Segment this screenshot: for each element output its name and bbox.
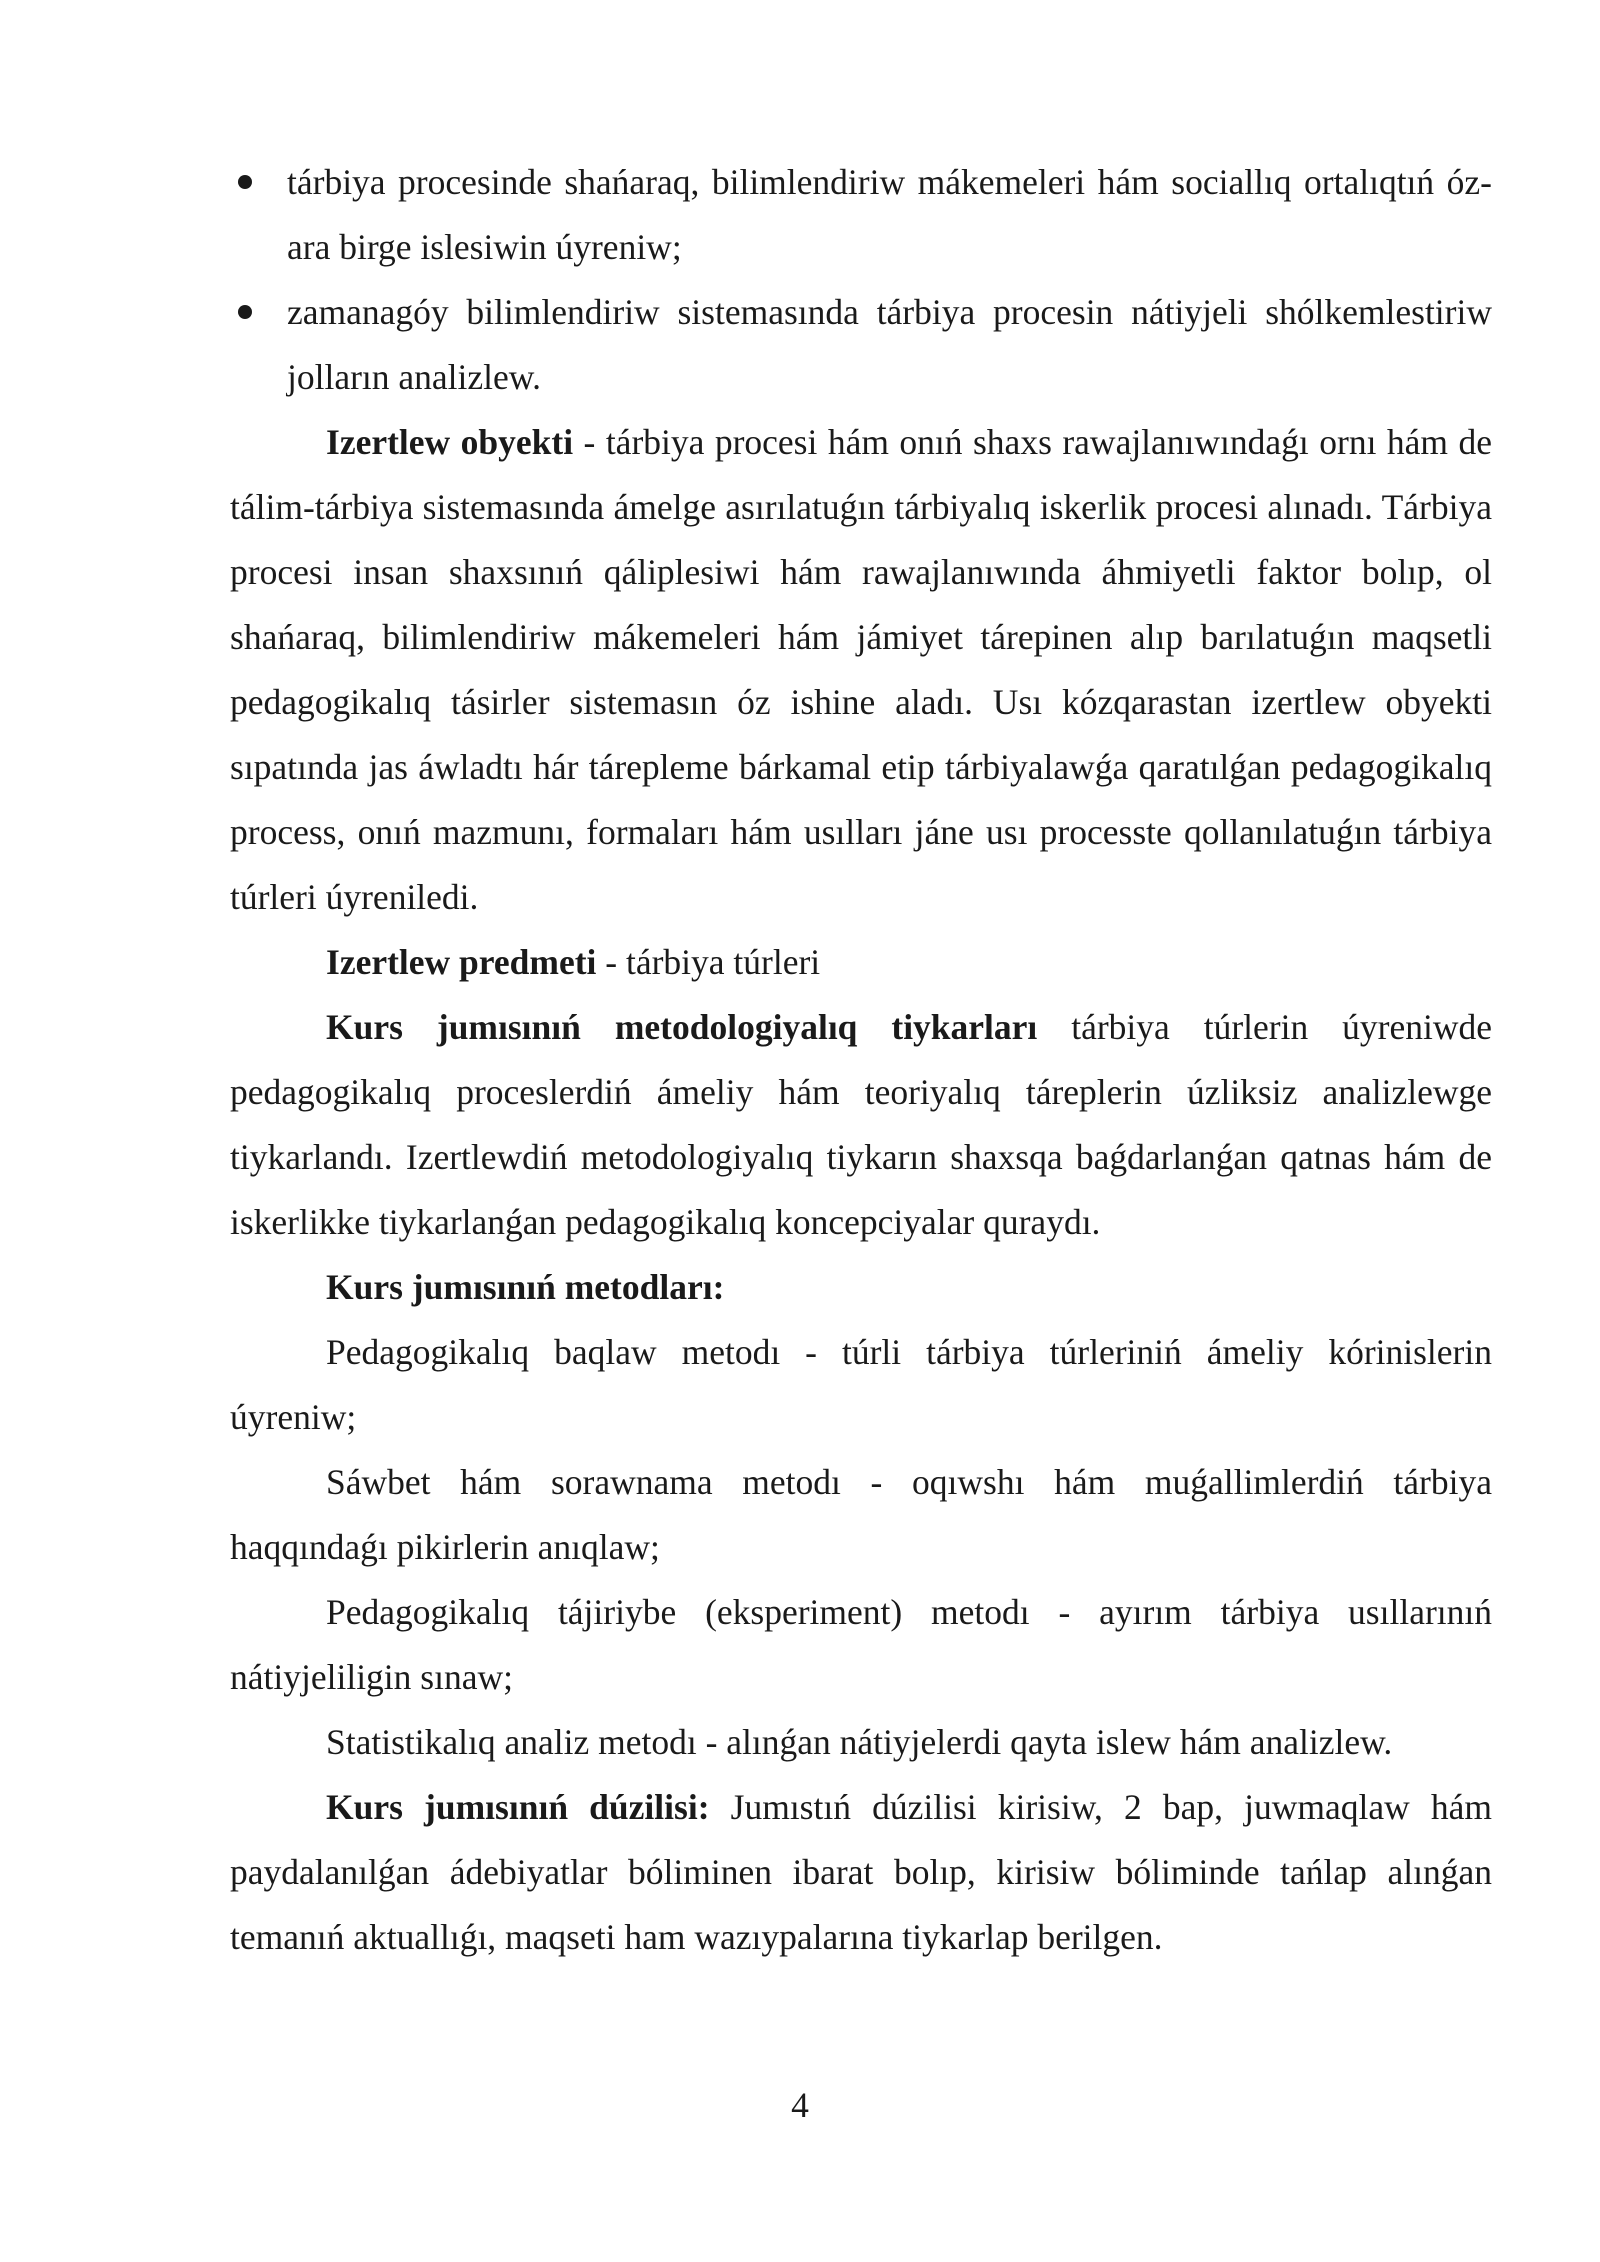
research-object-text: - tárbiya procesi hám onıń shaxs rawajlanıwındaǵı ornı hám de tálim-tárbiya sistemasında ámelge asırılatuǵın tárbiyalıq iskerlik procesi alınadı. Tárbiya procesi insan shaxsınıń qáliplesiwi hám rawajlanıwında áhmiyetli faktor bolıp, ol shańaraq, bilimlendiriw mákemeleri hám jámiyet tárepinen alıp barılatuǵın maqsetli pedagogikalıq tásirler sistemasın óz ishine aladı. Usı kózqarastan izertlew obyekti sıpatında jas áwladtı hár tárepleme bárkamal etip tárbiyalawǵa qaratılǵan pedagogikalıq process, onıń mazmunı, formaları hám usılları jáne usı processte qollanılatuǵın tárbiya túrleri úyreniledi. <box>230 422 1492 917</box>
method-paragraph: Sáwbet hám sorawnama metodı - oqıwshı hám muǵallimlerdiń tárbiya haqqındaǵı pikirlerin anıqlaw; <box>230 1462 1492 1567</box>
methods-heading-paragraph <box>230 1255 1492 1320</box>
methodology-text: tárbiya túrlerin úyreniwde pedagogikalıq proceslerdiń ámeliy hám teoriyalıq táreplerin úzliksiz analizlewge tiykarlandı. Izertlewdiń metodologiyalıq tiykarın shaxsqa baǵdarlanǵan qatnas hám de iskerlikke tiykarlanǵan pedagogikalıq koncepciyalar quraydı. <box>230 1007 1493 1242</box>
research-subject-text: - tárbiya túrleri <box>596 942 821 982</box>
bullet-list <box>230 150 1492 410</box>
research-object-heading: Izertlew obyekti <box>326 422 574 462</box>
bullet-item <box>230 280 1492 410</box>
structure-text: Jumıstıń dúzilisi kirisiw, 2 bap, juwmaqlaw hám paydalanılǵan ádebiyatlar bóliminen ibarat bolıp, kirisiw bóliminde tańlap alınǵan temanıń aktuallıǵı, maqseti ham wazıypalarına tiykarlap berilgen. <box>230 1787 1492 1957</box>
bullet-dot-icon <box>238 175 252 189</box>
bullet-text: tárbiya procesinde shańaraq, bilimlendiriw mákemeleri hám sociallıq ortalıqtıń óz-ara birge islesiwin úyreniw; <box>287 162 1492 267</box>
method-paragraph: Statistikalıq analiz metodı - alınǵan nátiyjelerdi qayta islew hám analizlew. <box>326 1722 1393 1762</box>
methods-heading: Kurs jumısınıń metodları: <box>326 1267 725 1307</box>
methodology-paragraph <box>230 995 1492 1255</box>
bullet-item <box>230 150 1492 280</box>
methodology-heading: Kurs jumısınıń metodologiyalıq tiykarları <box>326 1007 1038 1047</box>
structure-heading: Kurs jumısınıń dúzilisi: <box>326 1787 710 1827</box>
method-paragraph: Pedagogikalıq tájiriybe (eksperiment) metodı - ayırım tárbiya usıllarınıń nátiyjeliligin sınaw; <box>230 1592 1492 1697</box>
research-subject-paragraph <box>230 930 1492 995</box>
research-subject-heading: Izertlew predmeti <box>326 942 597 982</box>
research-object-paragraph <box>230 410 1492 930</box>
bullet-text: zamanagóy bilimlendiriw sistemasında tárbiya procesin nátiyjeli shólkemlestiriw jolların analizlew. <box>287 292 1492 397</box>
bullet-dot-icon <box>238 305 252 319</box>
method-paragraph: Pedagogikalıq baqlaw metodı - túrli tárbiya túrleriniń ámeliy kórinislerin úyreniw; <box>230 1332 1492 1437</box>
structure-paragraph <box>230 1775 1492 1970</box>
page-number: 4 <box>791 2085 809 2125</box>
body-text <box>230 150 1492 1970</box>
